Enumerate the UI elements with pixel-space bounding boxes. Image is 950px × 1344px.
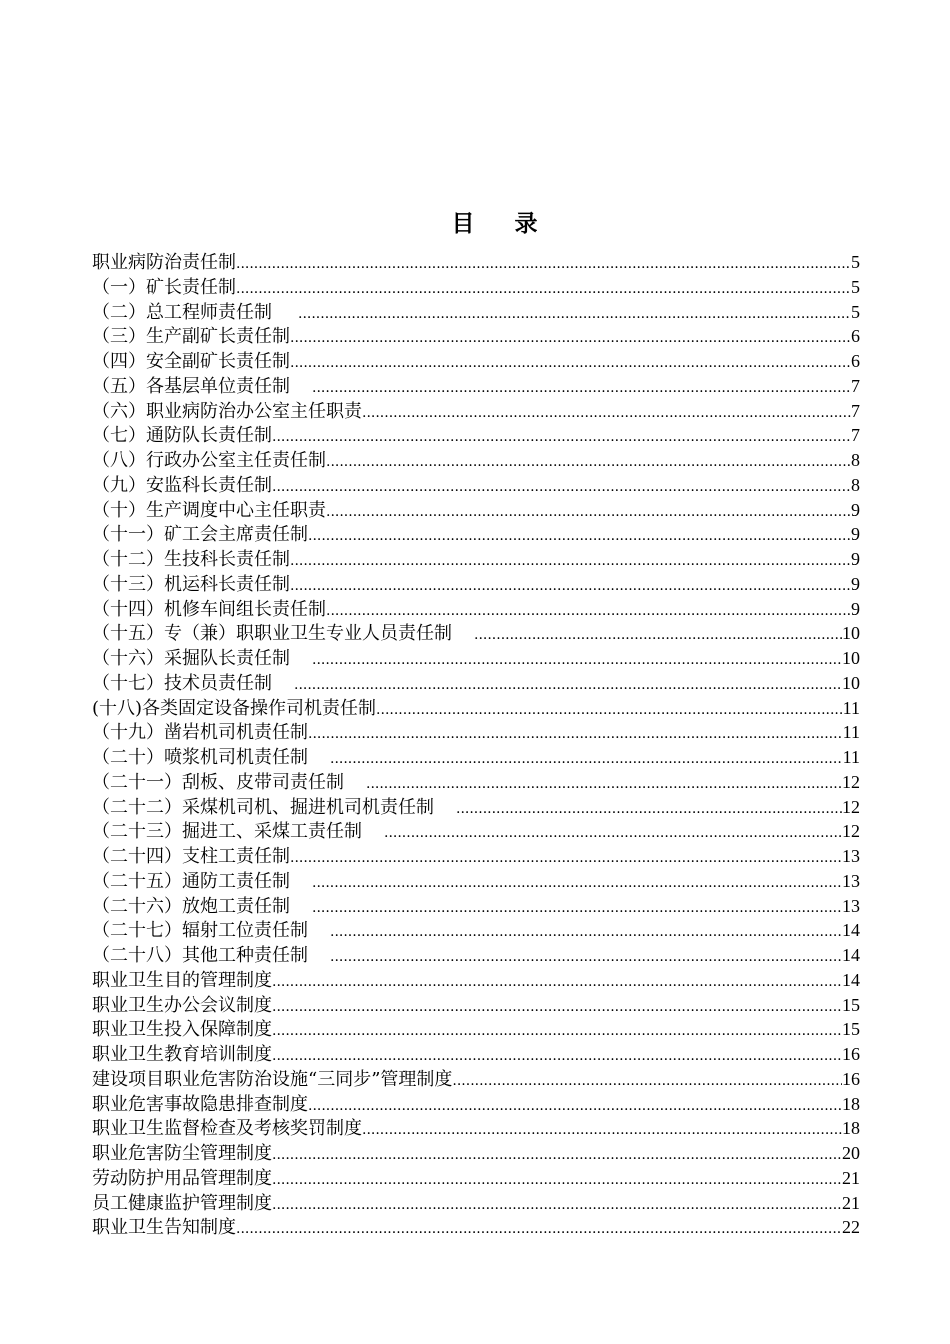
toc-list bbox=[92, 250, 860, 1240]
toc-entry-label: （十七）技术员责任制 bbox=[92, 672, 272, 694]
toc-dot-leader bbox=[474, 623, 842, 648]
toc-dot-leader bbox=[366, 772, 842, 797]
toc-entry-label: （十一）矿工会主席责任制 bbox=[92, 524, 308, 546]
toc-entry-page-number: 11 bbox=[842, 722, 860, 743]
toc-dot-leader bbox=[290, 549, 851, 574]
toc-entry[interactable] bbox=[92, 745, 860, 770]
toc-entry-page-number: 18 bbox=[842, 1118, 860, 1139]
toc-entry-label: 职业卫生目的管理制度 bbox=[92, 969, 272, 991]
toc-entry-label: （二十一）刮板、皮带司责任制 bbox=[92, 771, 344, 793]
toc-entry-label: 职业卫生教育培训制度 bbox=[92, 1044, 272, 1065]
toc-dot-leader bbox=[312, 648, 842, 673]
toc-entry-label: （十二）生技科长责任制 bbox=[92, 549, 290, 570]
toc-entry-label: （一）矿长责任制 bbox=[92, 276, 236, 298]
toc-entry-label: （八）行政办公室主任责任制 bbox=[92, 450, 326, 471]
toc-entry-page-number: 12 bbox=[842, 821, 860, 842]
toc-entry-page-number: 8 bbox=[851, 450, 860, 470]
toc-entry[interactable] bbox=[92, 324, 860, 349]
toc-dot-leader bbox=[236, 277, 851, 302]
toc-entry-page-number: 21 bbox=[842, 1192, 860, 1213]
toc-entry-label: 职业危害事故隐患排查制度 bbox=[92, 1093, 308, 1115]
toc-entry[interactable] bbox=[92, 572, 860, 597]
toc-entry[interactable] bbox=[92, 349, 860, 374]
toc-entry[interactable] bbox=[92, 720, 860, 745]
toc-entry-label: （六）职业病防治办公室主任职责 bbox=[92, 400, 362, 422]
toc-dot-leader bbox=[326, 599, 851, 624]
toc-entry[interactable] bbox=[92, 844, 860, 869]
toc-entry[interactable] bbox=[92, 795, 860, 820]
toc-entry[interactable] bbox=[92, 597, 860, 622]
toc-entry-page-number: 11 bbox=[842, 697, 860, 718]
toc-entry[interactable] bbox=[92, 1166, 860, 1191]
toc-entry[interactable] bbox=[92, 770, 860, 795]
toc-entry-label: （二十二）采煤机司机、掘进机司机责任制 bbox=[92, 796, 434, 818]
toc-entry-page-number: 9 bbox=[851, 573, 860, 594]
toc-entry-label: （七）通防队长责任制 bbox=[92, 425, 272, 447]
toc-entry-label: 职业卫生办公会议制度 bbox=[92, 994, 272, 1016]
toc-entry-label: （二十）喷浆机司机责任制 bbox=[92, 747, 308, 768]
toc-dot-leader bbox=[312, 376, 851, 401]
toc-entry[interactable] bbox=[92, 646, 860, 671]
toc-entry-page-number: 12 bbox=[842, 796, 860, 817]
toc-entry-label: （十五）专（兼）职职业卫生专业人员责任制 bbox=[92, 623, 452, 645]
toc-entry-label: （三）生产副矿长责任制 bbox=[92, 326, 290, 348]
toc-entry[interactable] bbox=[92, 918, 860, 943]
toc-entry-page-number: 16 bbox=[842, 1068, 860, 1089]
toc-entry-page-number: 22 bbox=[842, 1217, 860, 1238]
toc-entry-page-number: 11 bbox=[842, 747, 860, 767]
toc-entry[interactable] bbox=[92, 448, 860, 473]
toc-entry[interactable] bbox=[92, 300, 860, 325]
toc-dot-leader bbox=[452, 1069, 842, 1094]
toc-dot-leader bbox=[272, 1193, 842, 1218]
toc-entry-page-number: 20 bbox=[842, 1143, 860, 1163]
toc-entry-page-number: 15 bbox=[842, 994, 860, 1015]
toc-entry[interactable] bbox=[92, 1141, 860, 1166]
toc-entry[interactable] bbox=[92, 993, 860, 1018]
toc-entry[interactable] bbox=[92, 869, 860, 894]
toc-entry[interactable] bbox=[92, 1067, 860, 1092]
toc-entry[interactable] bbox=[92, 374, 860, 399]
toc-entry-label: 职业危害防尘管理制度 bbox=[92, 1143, 272, 1164]
toc-entry-label: (十八)各类固定设备操作司机责任制 bbox=[92, 697, 377, 719]
toc-dot-leader bbox=[272, 1044, 842, 1069]
toc-entry-page-number: 9 bbox=[851, 549, 860, 569]
toc-entry-page-number: 15 bbox=[842, 1019, 860, 1040]
toc-dot-leader bbox=[236, 1217, 842, 1242]
toc-entry-page-number: 12 bbox=[842, 771, 860, 792]
toc-entry[interactable] bbox=[92, 696, 860, 721]
toc-entry-label: （二十七）辐射工位责任制 bbox=[92, 920, 308, 942]
toc-entry[interactable] bbox=[92, 671, 860, 696]
toc-entry[interactable] bbox=[92, 473, 860, 498]
toc-entry[interactable] bbox=[92, 894, 860, 919]
toc-entry[interactable] bbox=[92, 1191, 860, 1216]
toc-dot-leader bbox=[312, 896, 842, 921]
toc-dot-leader bbox=[456, 797, 842, 822]
toc-entry-page-number: 10 bbox=[842, 672, 860, 693]
toc-entry-page-number: 10 bbox=[842, 648, 860, 668]
toc-entry-page-number: 14 bbox=[842, 969, 860, 990]
toc-entry[interactable] bbox=[92, 522, 860, 547]
toc-dot-leader bbox=[326, 500, 851, 525]
toc-dot-leader bbox=[272, 1019, 842, 1044]
toc-entry-page-number: 9 bbox=[851, 524, 860, 545]
toc-entry[interactable] bbox=[92, 943, 860, 968]
toc-entry[interactable] bbox=[92, 547, 860, 572]
toc-dot-leader bbox=[362, 1118, 842, 1143]
toc-entry-label: 建设项目职业危害防治设施“三同步”管理制度 bbox=[92, 1068, 453, 1090]
toc-entry-page-number: 13 bbox=[842, 895, 860, 916]
toc-dot-leader bbox=[272, 995, 842, 1020]
toc-dot-leader bbox=[330, 920, 842, 945]
toc-dot-leader bbox=[326, 450, 851, 475]
toc-entry-label: （十九）凿岩机司机责任制 bbox=[92, 722, 308, 744]
toc-entry[interactable] bbox=[92, 968, 860, 993]
toc-dot-leader bbox=[298, 302, 851, 327]
toc-dot-leader bbox=[290, 351, 851, 376]
toc-entry-page-number: 7 bbox=[851, 375, 860, 396]
toc-entry-label: （二十六）放炮工责任制 bbox=[92, 895, 290, 917]
toc-entry-label: （五）各基层单位责任制 bbox=[92, 375, 290, 397]
toc-entry-page-number: 6 bbox=[851, 326, 860, 347]
toc-entry-label: （二）总工程师责任制 bbox=[92, 301, 272, 323]
toc-entry-label: 员工健康监护管理制度 bbox=[92, 1192, 272, 1214]
toc-entry-page-number: 8 bbox=[851, 474, 860, 495]
toc-entry-label: （十四）机修车间组长责任制 bbox=[92, 598, 326, 620]
toc-dot-leader bbox=[376, 698, 843, 723]
toc-entry-label: 劳动防护用品管理制度 bbox=[92, 1167, 272, 1189]
toc-entry-label: （十六）采掘队长责任制 bbox=[92, 648, 290, 669]
toc-entry-page-number: 14 bbox=[842, 945, 860, 965]
toc-entry-page-number: 5 bbox=[851, 276, 860, 297]
toc-dot-leader bbox=[290, 846, 842, 871]
toc-entry-label: 职业病防治责任制 bbox=[92, 252, 236, 273]
toc-dot-leader bbox=[308, 524, 851, 549]
toc-entry[interactable] bbox=[92, 1215, 860, 1240]
toc-entry-page-number: 13 bbox=[842, 870, 860, 891]
toc-entry-page-number: 16 bbox=[842, 1044, 860, 1064]
toc-entry-label: （二十八）其他工种责任制 bbox=[92, 945, 308, 966]
toc-entry-page-number: 14 bbox=[842, 920, 860, 941]
toc-dot-leader bbox=[290, 574, 851, 599]
toc-entry-page-number: 5 bbox=[851, 301, 860, 322]
toc-entry-page-number: 9 bbox=[851, 499, 860, 520]
toc-entry[interactable] bbox=[92, 275, 860, 300]
toc-entry[interactable] bbox=[92, 498, 860, 523]
toc-entry-label: （二十三）掘进工、采煤工责任制 bbox=[92, 821, 362, 843]
toc-entry-page-number: 9 bbox=[851, 598, 860, 619]
toc-entry-label: （二十四）支柱工责任制 bbox=[92, 846, 290, 867]
toc-dot-leader bbox=[308, 1094, 842, 1119]
toc-dot-leader bbox=[272, 475, 851, 500]
toc-entry-page-number: 10 bbox=[842, 623, 860, 644]
toc-dot-leader bbox=[272, 970, 842, 995]
toc-entry[interactable] bbox=[92, 621, 860, 646]
toc-entry[interactable] bbox=[92, 1092, 860, 1117]
toc-entry-label: 职业卫生监督检查及考核奖罚制度 bbox=[92, 1118, 362, 1140]
toc-title: 目 录 bbox=[451, 210, 554, 237]
toc-entry-label: （十）生产调度中心主任职责 bbox=[92, 499, 326, 521]
toc-dot-leader bbox=[330, 945, 842, 970]
toc-entry-page-number: 13 bbox=[842, 846, 860, 866]
toc-dot-leader bbox=[308, 722, 843, 747]
toc-entry-label: 职业卫生投入保障制度 bbox=[92, 1019, 272, 1041]
toc-entry[interactable] bbox=[92, 423, 860, 448]
toc-entry[interactable] bbox=[92, 1116, 860, 1141]
toc-entry-page-number: 5 bbox=[851, 252, 860, 272]
toc-dot-leader bbox=[362, 401, 851, 426]
toc-entry-label: （九）安监科长责任制 bbox=[92, 474, 272, 496]
toc-dot-leader bbox=[272, 1168, 842, 1193]
toc-entry-label: 职业卫生告知制度 bbox=[92, 1217, 236, 1239]
toc-entry-label: （十三）机运科长责任制 bbox=[92, 573, 290, 595]
toc-entry-page-number: 7 bbox=[851, 400, 860, 421]
toc-dot-leader bbox=[272, 425, 851, 450]
toc-entry-page-number: 6 bbox=[851, 351, 860, 371]
toc-dot-leader bbox=[272, 1143, 842, 1168]
toc-dot-leader bbox=[236, 252, 851, 277]
toc-entry[interactable] bbox=[92, 250, 860, 275]
toc-entry-page-number: 18 bbox=[842, 1093, 860, 1114]
toc-dot-leader bbox=[294, 673, 842, 698]
toc-entry[interactable] bbox=[92, 1042, 860, 1067]
toc-entry-page-number: 21 bbox=[842, 1167, 860, 1188]
toc-dot-leader bbox=[330, 747, 843, 772]
toc-entry-label: （二十五）通防工责任制 bbox=[92, 870, 290, 892]
toc-entry-label: （四）安全副矿长责任制 bbox=[92, 351, 290, 372]
toc-entry[interactable] bbox=[92, 1017, 860, 1042]
toc-entry-page-number: 7 bbox=[851, 425, 860, 446]
toc-dot-leader bbox=[384, 821, 842, 846]
toc-dot-leader bbox=[312, 871, 842, 896]
toc-entry[interactable] bbox=[92, 399, 860, 424]
toc-dot-leader bbox=[290, 326, 851, 351]
toc-entry[interactable] bbox=[92, 819, 860, 844]
